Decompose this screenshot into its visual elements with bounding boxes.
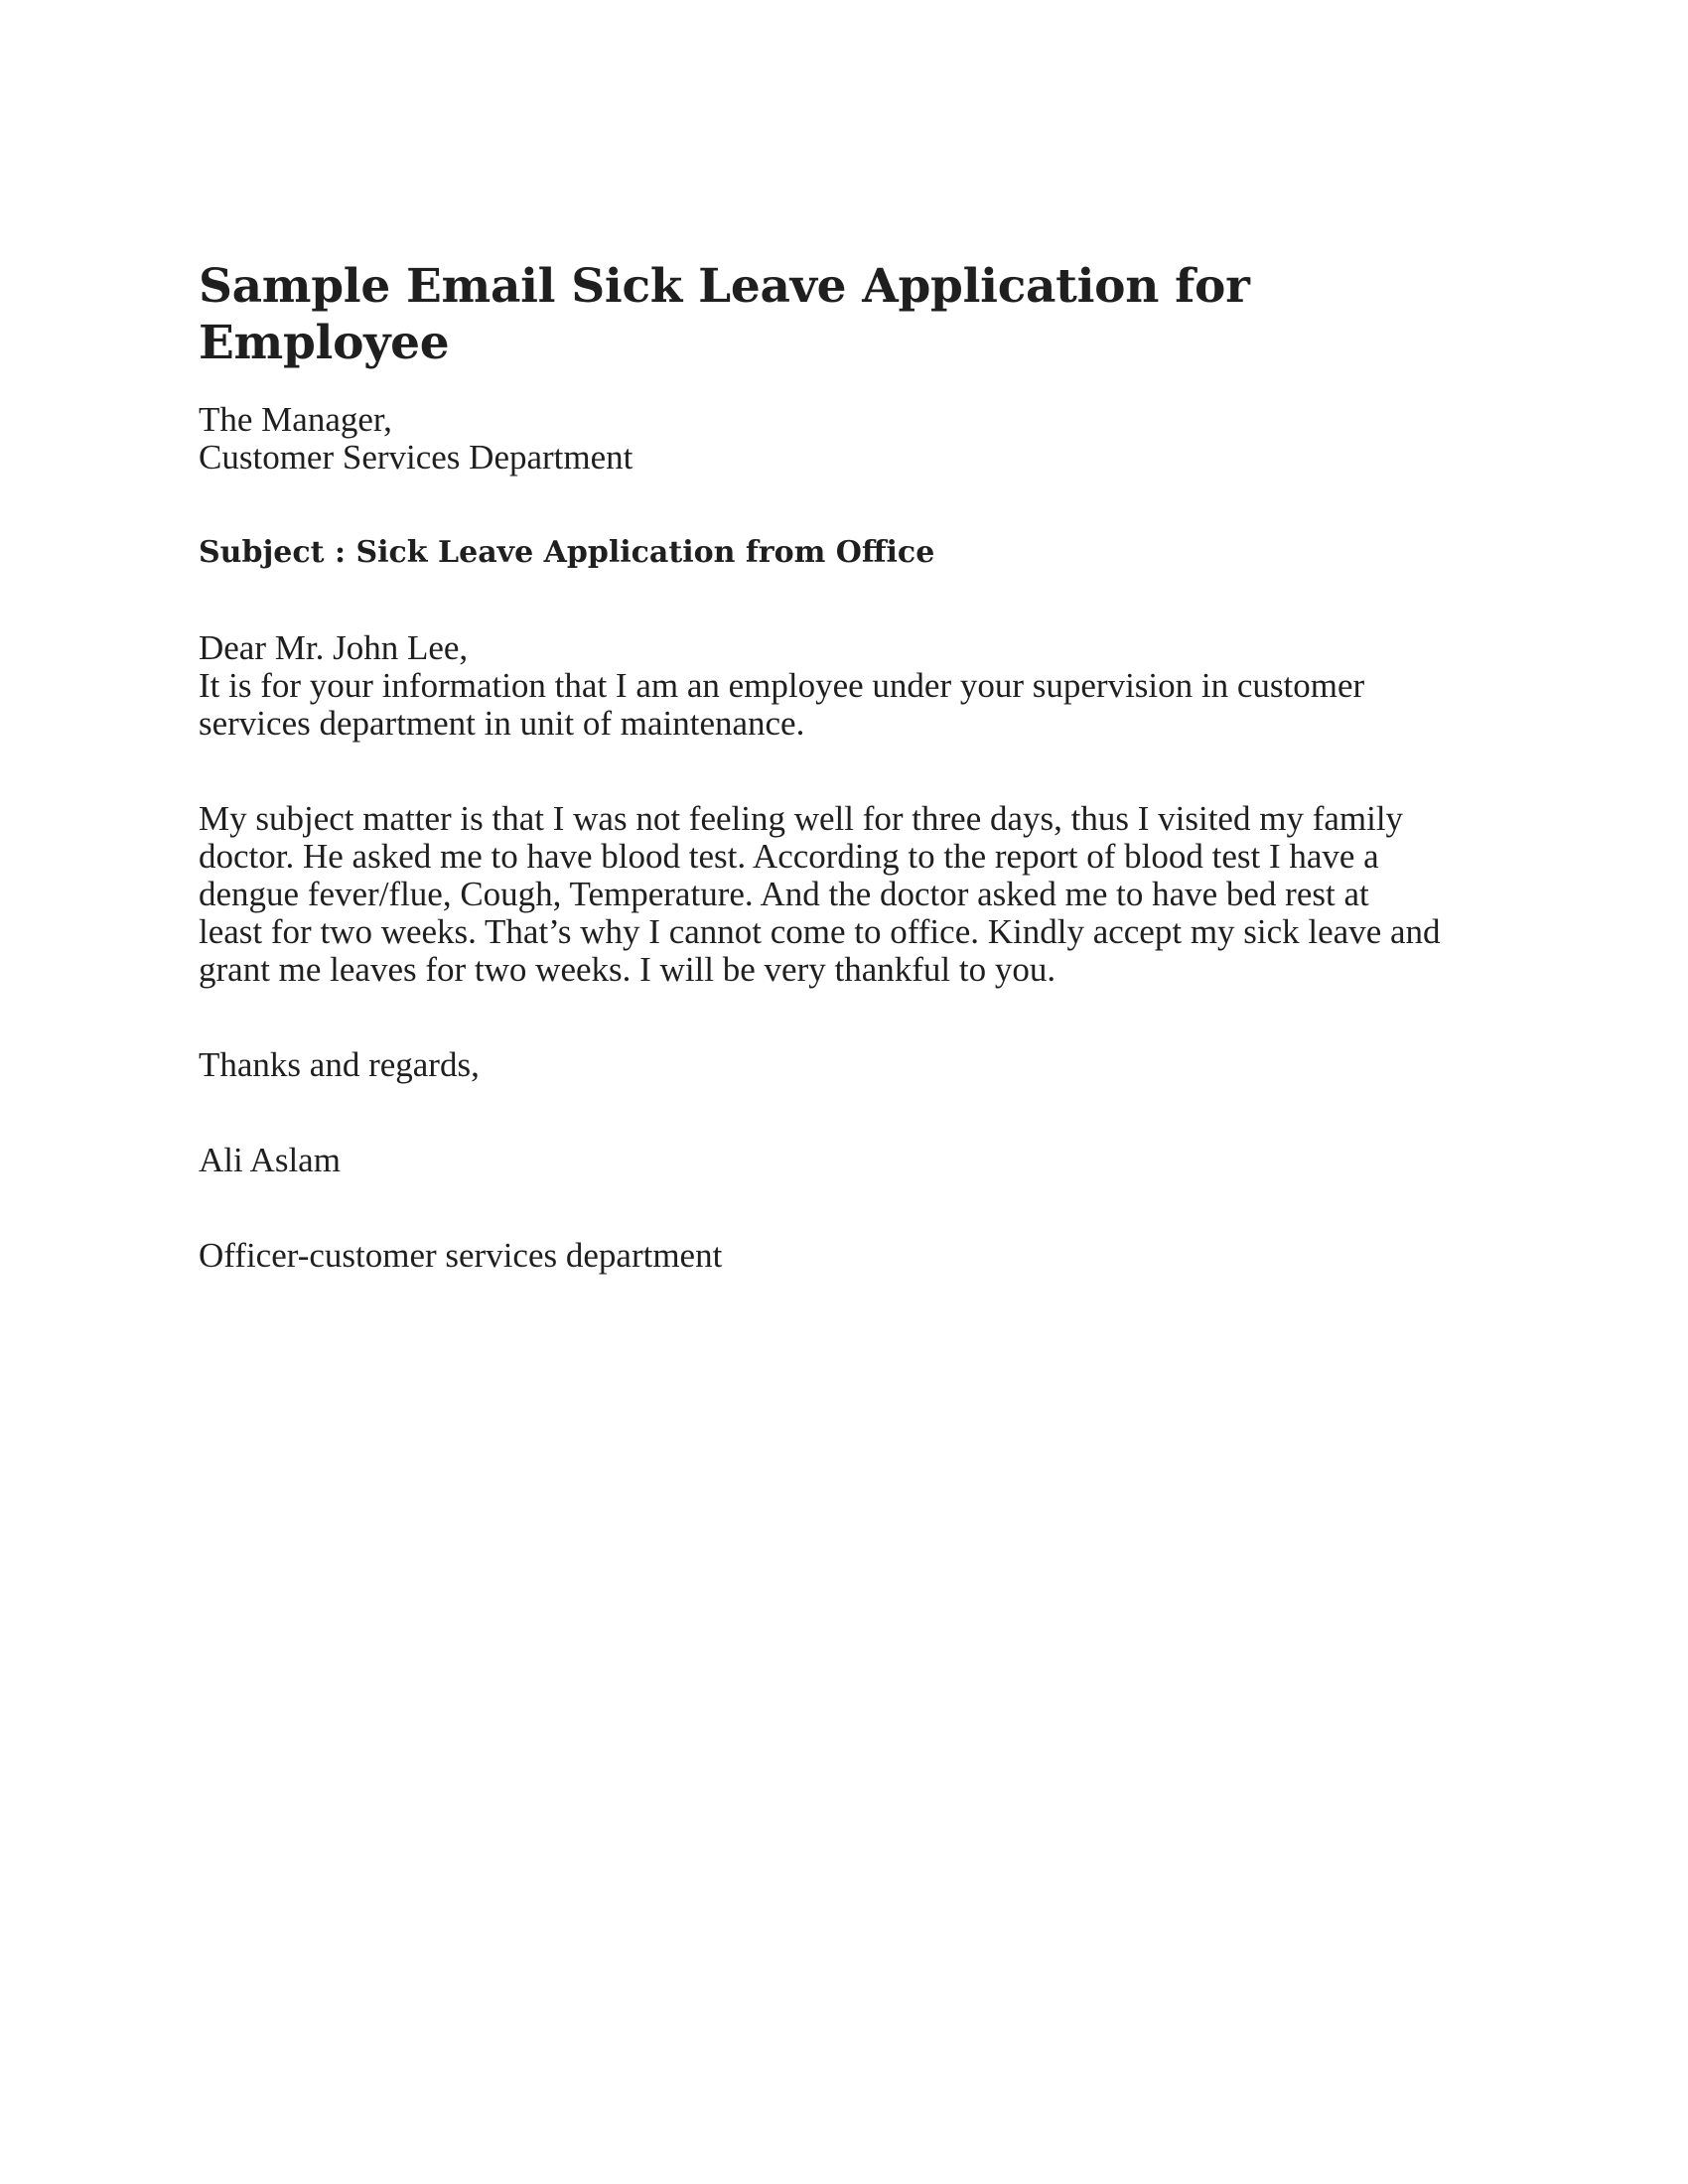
paragraph-1 xyxy=(199,667,1489,743)
salutation: Dear Mr. John Lee, xyxy=(199,628,469,667)
paragraph-line: It is for your information that I am an employee under your supervision in customer xyxy=(199,666,1365,705)
page-title xyxy=(199,258,1489,371)
recipient-name: The Manager, xyxy=(199,400,392,439)
paragraph-line: My subject matter is that I was not feeling well for three days, thus I visited my family xyxy=(199,799,1404,838)
signer-position: Officer-customer services department xyxy=(199,1236,723,1275)
letter-body xyxy=(199,258,1489,1275)
paragraph-line: grant me leaves for two weeks. I will be very thankful to you. xyxy=(199,950,1056,989)
recipient-department: Customer Services Department xyxy=(199,438,633,477)
signer-name: Ali Aslam xyxy=(199,1141,341,1179)
paragraph-line: doctor. He asked me to have blood test. According to the report of blood test I have a xyxy=(199,837,1379,876)
paragraph-line: services department in unit of maintenance. xyxy=(199,704,805,743)
paragraph-line: dengue fever/flue, Cough, Temperature. And the doctor asked me to have bed rest at xyxy=(199,875,1369,913)
paragraph-2 xyxy=(199,800,1489,989)
recipient-block xyxy=(199,401,1489,477)
title-line: Employee xyxy=(199,316,450,370)
closing: Thanks and regards, xyxy=(199,1045,480,1084)
paragraph-line: least for two weeks. That’s why I cannot come to office. Kindly accept my sick leave and xyxy=(199,912,1441,951)
subject-line: Subject : Sick Leave Application from Office xyxy=(199,535,935,570)
title-line: Sample Email Sick Leave Application for xyxy=(199,259,1250,314)
